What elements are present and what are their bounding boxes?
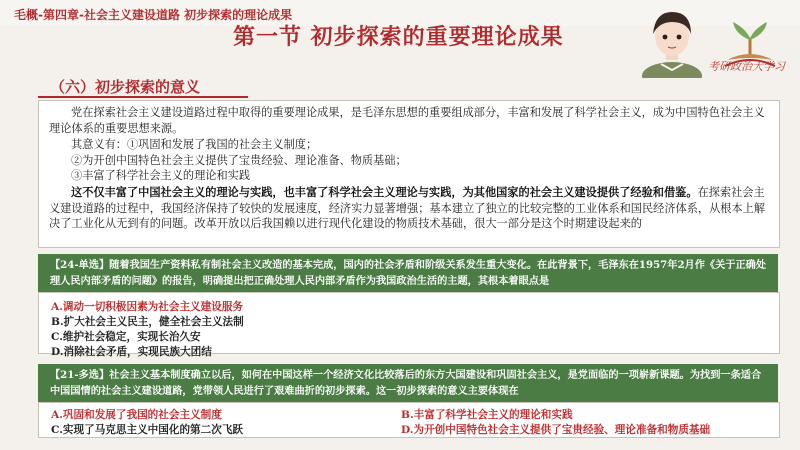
question-2-stem: 【21-多选】社会主义基本制度确立以后，如何在中国这样一个经济文化比较落后的东方大国建设和巩固社会主义，是党面临的一项崭新课题。为找到一条适合中国国情的社会主义建设道路，党带领人民进行了艰难曲折的初步探索。这一初步探索的意义主要体现在 (50, 369, 762, 397)
q2-option-d[interactable]: D.为开创中国特色社会主义提供了宝贵经验、理论准备和物质基础 (401, 424, 711, 436)
page-title: 第一节 初步探索的重要理论成果 (233, 24, 564, 50)
list-item: ②为开创中国特色社会主义提供了宝贵经验、理论准备、物质基础； (71, 153, 407, 167)
question-2-stem-box (38, 364, 778, 402)
list-item: ③丰富了科学社会主义的理论和实践 (71, 169, 251, 183)
intro-paragraph: 党在探索社会主义建设道路过程中取得的重要理论成果，是毛泽东思想的重要组成部分，丰富和发展了科学社会主义，成为中国特色社会主义理论体系的重要思想来源。 (49, 106, 765, 135)
q1-option-c[interactable]: C.维护社会稳定，实现长治久安 (51, 331, 201, 343)
question-2-options (38, 402, 780, 438)
q2-option-c[interactable]: C.实现了马克思主义中国化的第二次飞跃 (51, 424, 244, 436)
q1-option-a[interactable]: A.调动一切积极因素为社会主义建设服务 (51, 301, 243, 313)
q1-option-d[interactable]: D.消除社会矛盾，实现民族大团结 (51, 346, 212, 358)
summary-paragraph (49, 185, 769, 232)
content-box (38, 100, 780, 248)
logo-text: 考研政治大学习 (708, 60, 785, 73)
question-1-options (38, 292, 780, 358)
bold-statement: 这不仅丰富了中国社会主义的理论与实践，也丰富了科学社会主义理论与实践，为其他国家的社会主义建设提供了经验和借鉴。 (71, 185, 698, 199)
avatar (637, 6, 707, 78)
q2-option-b[interactable]: B.丰富了科学社会主义的理论和实践 (401, 409, 573, 421)
q2-option-a[interactable]: A.巩固和发展了我国的社会主义制度 (51, 409, 222, 421)
list-item: 其意义有：①巩固和发展了我国的社会主义制度； (71, 138, 318, 151)
breadcrumb: 毛概-第四章-社会主义建设道路 初步探索的理论成果 (14, 8, 293, 22)
section-heading-text: （六）初步探索的意义 (50, 78, 201, 96)
question-1-stem: 【24-单选】随着我国生产资料私有制社会主义改造的基本完成，国内的社会矛盾和阶级关系发生重大变化。在此背景下，毛泽东在1957年2月作《关于正确处理人民内部矛盾的问题》的报告，明确提出把正确处理人民内部矛盾作为我国政治生活的主题，其根本着眼点是 (50, 259, 767, 287)
summary-text: 在探索社会主义建设道路的过程中，我国经济保持了较快的发展速度，经济实力显著增强；基本建立了独立的比较完整的工业体系和国民经济体系，从根本上解决了工业化从无到有的问题。改革开放以后我国赖以进行现代化建设的物质技术基础，很大一部分是这个时期建设起来的 (49, 186, 766, 231)
question-1-stem-box (38, 254, 778, 292)
section-underline (38, 96, 248, 98)
q1-option-b[interactable]: B.扩大社会主义民主，健全社会主义法制 (51, 316, 244, 328)
significance-list (71, 137, 761, 184)
section-heading (38, 72, 258, 98)
